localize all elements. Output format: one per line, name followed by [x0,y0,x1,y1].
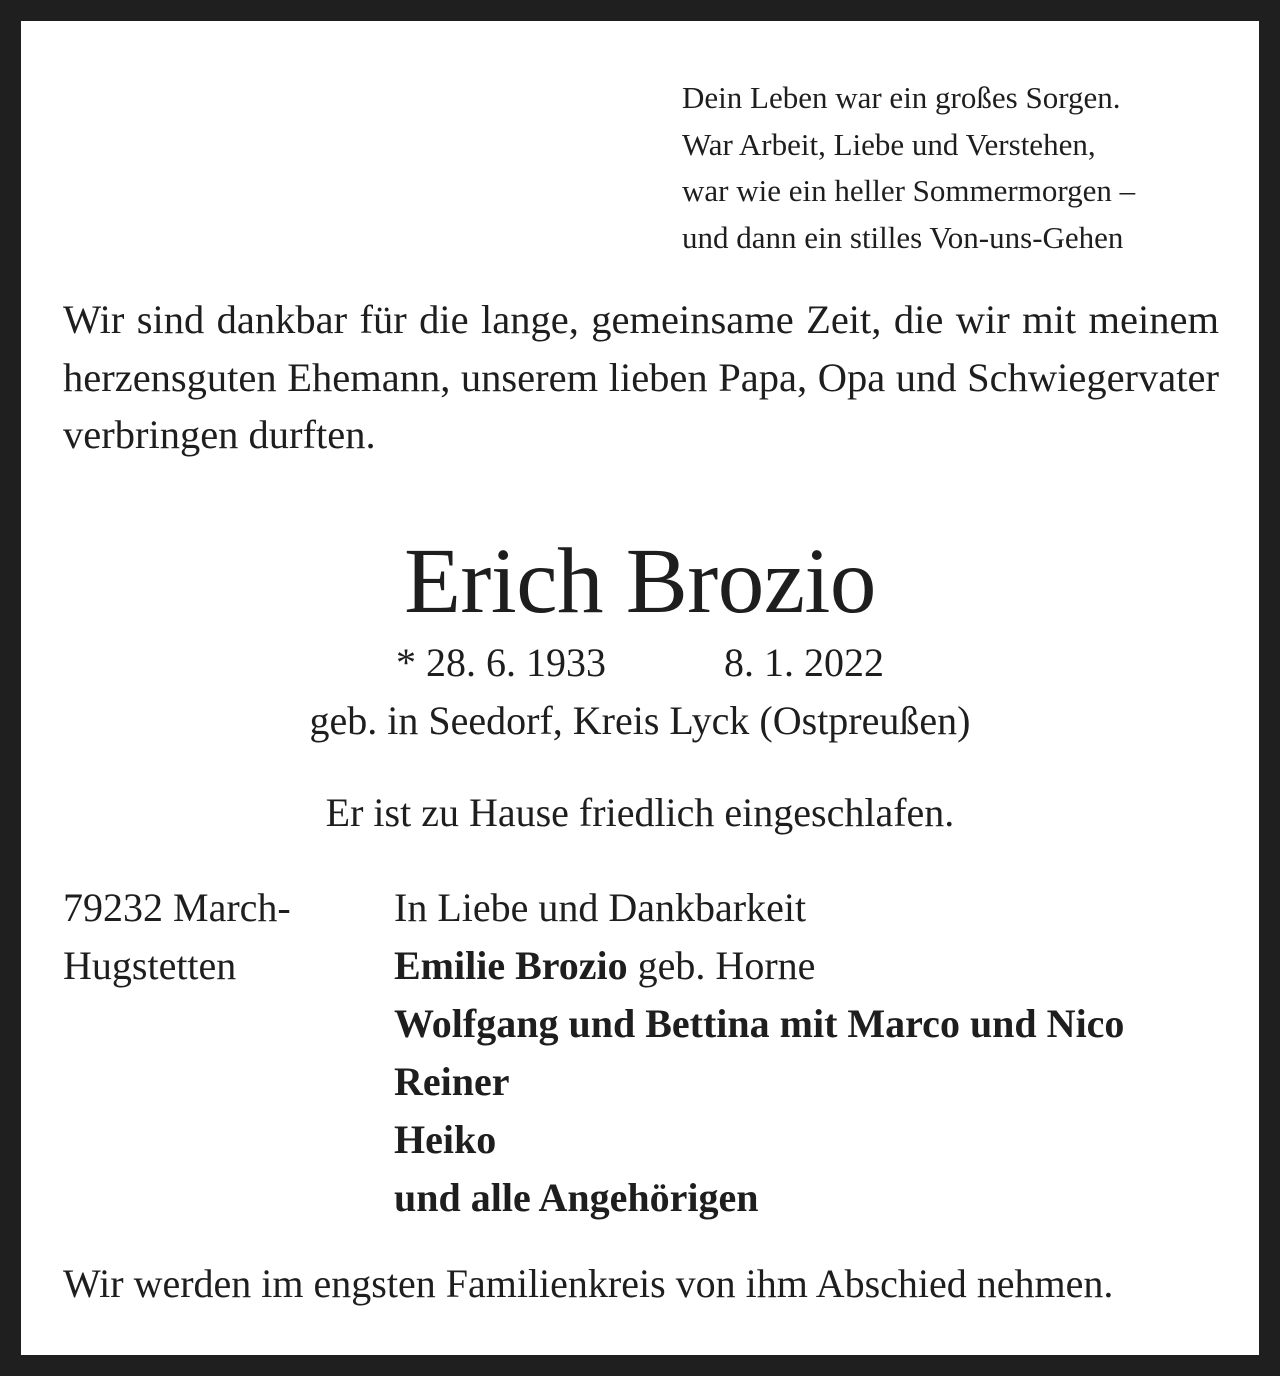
mourners-list [394,879,1234,1227]
place-of-residence [63,879,383,995]
mourners-intro: In Liebe und Dankbarkeit [394,885,807,930]
poem [682,75,1242,261]
place-line: 79232 March- [63,885,291,930]
mourner: und alle Angehörigen [394,1175,759,1220]
mourner: Heiko [394,1117,497,1162]
poem-line: war wie ein heller Sommermorgen – [682,173,1136,208]
birthplace: geb. in Seedorf, Kreis Lyck (Ostpreußen) [309,698,971,743]
spouse-line [394,937,1234,995]
poem-line: War Arbeit, Liebe und Verstehen, [682,126,1096,162]
spouse-maiden-name: geb. Horne [627,943,816,988]
farewell-statement: Wir werden im engsten Familienkreis von ihm Abschied nehmen. [63,1261,1114,1306]
life-dates [21,637,1259,689]
birth-date: * 28. 6. 1933 [396,640,606,685]
place-line: Hugstetten [63,943,237,988]
poem-line: und dann ein stilles Von-uns-Gehen [682,219,1124,255]
mourner: Reiner [394,1059,510,1104]
passing-statement: Er ist zu Hause friedlich eingeschlafen. [325,790,955,835]
mourner: Wolfgang und Bettina mit Marco und Nico [394,1001,1125,1046]
deceased-name: Erich Brozio [404,530,876,633]
intro-paragraph: Wir sind dankbar für die lange, gemeinsame Zeit, die wir mit meinem herzensguten Ehemann, unserem lieben Papa, Opa und Schwiegervater verbringen durften. [63,297,1219,457]
spouse-name: Emilie Brozio [394,943,628,988]
obituary-notice [21,21,1259,1355]
death-date: 8. 1. 2022 [724,640,884,685]
poem-line: Dein Leben war ein großes Sorgen. [682,80,1121,115]
